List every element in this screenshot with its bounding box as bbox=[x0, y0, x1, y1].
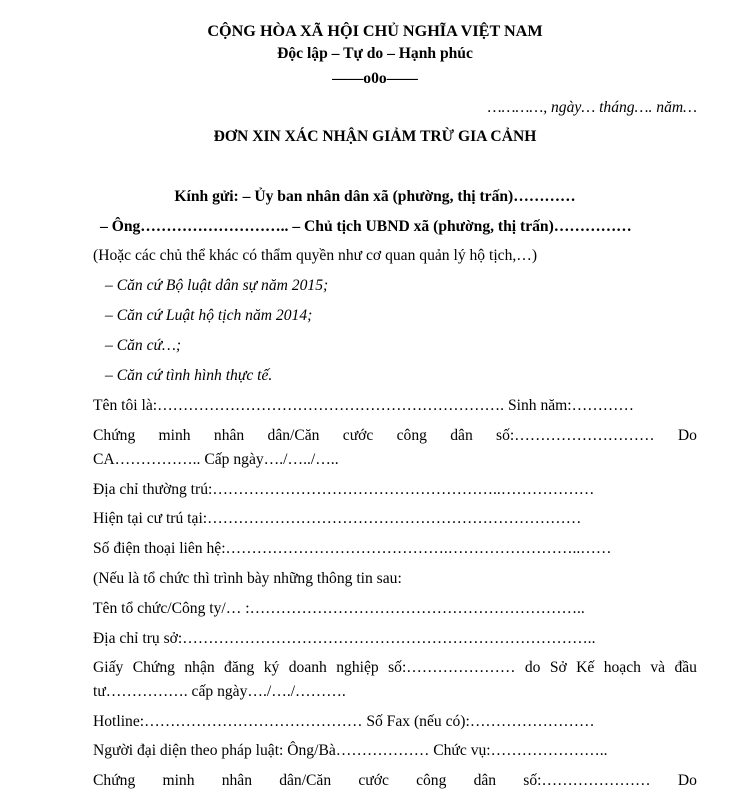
cert-word: Chứng bbox=[132, 659, 175, 676]
legal-basis-item: – Căn cứ…; bbox=[105, 337, 182, 354]
rep-id-word: số:………………… bbox=[523, 772, 651, 789]
cert-word: doanh bbox=[288, 659, 327, 676]
rep-id-word: Do bbox=[677, 772, 697, 789]
id-word: dân bbox=[450, 427, 473, 444]
cert-word: Kế bbox=[576, 659, 595, 676]
addressee-line-2: – Ông……………………….. – Chủ tịch UBND xã (phường, thị trấn)…………… bbox=[100, 218, 632, 235]
id-word: minh bbox=[158, 427, 191, 444]
representative-line: Người đại diện theo pháp luật: Ông/Bà……………… Chức vụ:………………….. bbox=[93, 742, 608, 759]
business-cert-line-1 bbox=[93, 659, 697, 677]
id-word: Do bbox=[677, 427, 697, 444]
addressee-note: (Hoặc các chủ thể khác có thẩm quyền như cơ quan quản lý hộ tịch,…) bbox=[93, 247, 538, 264]
document-title: ĐƠN XIN XÁC NHẬN GIẢM TRỪ GIA CẢNH bbox=[213, 128, 537, 145]
cert-word: Giấy bbox=[93, 659, 124, 676]
cert-word: đầu bbox=[674, 659, 697, 676]
rep-id-word: Chứng bbox=[93, 772, 136, 789]
id-word: số:……………………… bbox=[496, 427, 655, 444]
rep-id-word: dân/Căn bbox=[279, 772, 332, 789]
addressee-line-1: Kính gửi: – Ủy ban nhân dân xã (phường, thị trấn)………… bbox=[174, 188, 576, 205]
organization-name-line: Tên tổ chức/Công ty/… :……………………………………………………….. bbox=[93, 600, 585, 617]
id-word: cước bbox=[342, 427, 374, 444]
id-line-1 bbox=[93, 427, 697, 445]
cert-word: số:………………… bbox=[388, 659, 516, 676]
id-word: công bbox=[396, 427, 427, 444]
cert-word: Sở bbox=[549, 659, 567, 676]
id-word: Chứng bbox=[93, 427, 136, 444]
id-word: dân/Căn bbox=[267, 427, 320, 444]
legal-basis-item: – Căn cứ tình hình thực tế. bbox=[105, 367, 273, 384]
business-cert-line-2: tư……………. cấp ngày…./…./………. bbox=[93, 683, 346, 700]
name-field-line: Tên tôi là:…………………………………………………………. Sinh năm:………… bbox=[93, 397, 634, 414]
rep-id-word: dân bbox=[473, 772, 497, 789]
organization-address-line: Địa chỉ trụ sở:…………………………………………………………………….. bbox=[93, 630, 596, 647]
permanent-address-line: Địa chỉ thường trú:………………………………………………..……………… bbox=[93, 481, 595, 498]
hotline-line: Hotline:…………………………………… Số Fax (nếu có):…………………… bbox=[93, 713, 595, 730]
date-line: …………, ngày… tháng…. năm… bbox=[487, 99, 697, 116]
cert-word: đăng bbox=[224, 659, 255, 676]
motto: Độc lập – Tự do – Hạnh phúc bbox=[277, 45, 473, 62]
country-heading: CỘNG HÒA XÃ HỘI CHỦ NGHĨA VIỆT NAM bbox=[207, 22, 543, 40]
phone-line: Số điện thoại liên hệ:…………………………………….……………………..…… bbox=[93, 540, 612, 557]
cert-word: hoạch bbox=[603, 659, 641, 676]
legal-basis-item: – Căn cứ Luật hộ tịch năm 2014; bbox=[105, 307, 313, 324]
rep-id-line-1 bbox=[93, 772, 697, 790]
rep-id-word: nhân bbox=[221, 772, 252, 789]
cert-word: do bbox=[524, 659, 541, 676]
id-line-2: CA…………….. Cấp ngày…./…../….. bbox=[93, 451, 339, 468]
cert-word: nhận bbox=[184, 659, 215, 676]
rep-id-word: minh bbox=[162, 772, 195, 789]
current-address-line: Hiện tại cư trú tại:……………………………………………………………… bbox=[93, 510, 582, 527]
cert-word: và bbox=[650, 659, 666, 676]
organization-note: (Nếu là tổ chức thì trình bày những thông tin sau: bbox=[93, 570, 402, 587]
cert-word: nghiệp bbox=[336, 659, 379, 676]
id-word: nhân bbox=[213, 427, 245, 444]
rep-id-word: công bbox=[416, 772, 447, 789]
cert-word: ký bbox=[263, 659, 280, 676]
rep-id-word: cước bbox=[358, 772, 389, 789]
legal-basis-item: – Căn cứ Bộ luật dân sự năm 2015; bbox=[105, 277, 329, 294]
heading-divider: ——o0o—— bbox=[332, 70, 418, 87]
